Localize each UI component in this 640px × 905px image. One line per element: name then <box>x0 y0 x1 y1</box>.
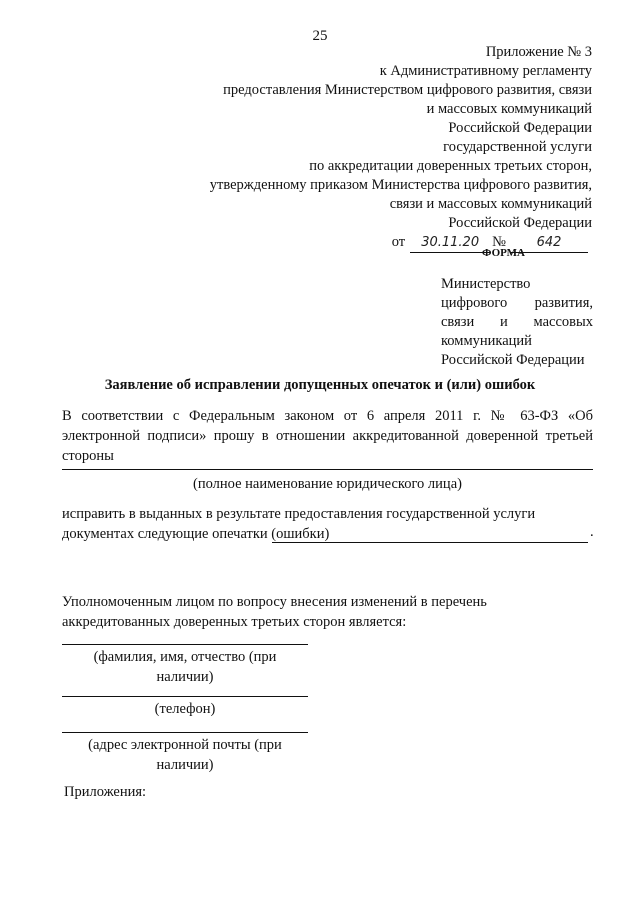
header-line: по аккредитации доверенных третьих сторон, <box>309 158 592 174</box>
approval-line <box>210 233 592 253</box>
fio-caption-line: (фамилия, имя, отчество (при <box>93 649 277 665</box>
approval-number-label: № <box>492 234 506 250</box>
header-line: утвержденному приказом Министерства цифрового развития, <box>209 177 592 193</box>
request-paragraph: В соответствии с Федеральным законом от 6 апреля 2011 г. № 63-ФЗ «Об электронной подписи» прошу в отношении аккредитованной доверенной третьей стороны <box>62 408 593 464</box>
correction-paragraph-line2 <box>62 524 593 544</box>
email-line <box>62 732 308 733</box>
paragraph-end-mark: . <box>590 524 594 540</box>
attachments-label: Приложения: <box>64 784 147 800</box>
header-line: и массовых коммуникаций <box>426 101 592 117</box>
addressee-line: Министерство <box>441 276 531 292</box>
header-line: Приложение № 3 <box>485 44 592 60</box>
fio-caption-line: наличии) <box>156 669 214 685</box>
addressee-line <box>441 313 593 332</box>
email-caption-line: (адрес электронной почты (при <box>88 737 282 753</box>
addressee-word: массовых <box>533 314 593 330</box>
legal-entity-caption: (полное наименование юридического лица) <box>193 476 462 492</box>
authorized-person-paragraph: Уполномоченным лицом по вопросу внесения изменений в перечень аккредитованных доверенных третьих сторон является: <box>62 594 487 630</box>
header-line: к Административному регламенту <box>379 63 592 79</box>
addressee-line: коммуникаций <box>441 333 532 349</box>
approval-prefix: от <box>391 234 406 250</box>
addressee-line <box>441 294 593 313</box>
addressee-word: связи <box>441 314 475 330</box>
legal-entity-line <box>62 469 593 470</box>
header-line: Российской Федерации <box>448 120 592 136</box>
addressee-word: цифрового <box>441 295 508 311</box>
header-line: Российской Федерации <box>448 215 592 231</box>
email-caption <box>62 735 308 775</box>
header-line: связи и массовых коммуникаций <box>389 196 592 212</box>
phone-line <box>62 696 308 697</box>
fio-line <box>62 644 308 645</box>
correction-paragraph-line1: исправить в выданных в результате предоставления государственной услуги <box>62 506 536 522</box>
addressee-word: развития, <box>534 295 593 311</box>
correction-lead: документах следующие опечатки (ошибки) <box>62 526 330 542</box>
appendix-header <box>210 43 592 253</box>
addressee-word: и <box>500 314 508 330</box>
errors-line <box>272 542 588 543</box>
header-line: государственной услуги <box>443 139 592 155</box>
addressee-line: Российской Федерации <box>441 352 585 368</box>
approval-date: 30.11.20 <box>421 235 480 250</box>
page-number: 25 <box>312 28 328 44</box>
form-label: ФОРМА <box>482 247 525 259</box>
addressee-block <box>441 275 593 370</box>
approval-number: 642 <box>536 235 562 250</box>
phone-caption: (телефон) <box>154 701 216 717</box>
email-caption-line: наличии) <box>156 757 214 773</box>
header-line: предоставления Министерством цифрового развития, связи <box>223 82 592 98</box>
fio-caption <box>62 647 308 687</box>
document-title: Заявление об исправлении допущенных опечаток и (или) ошибок <box>104 377 536 393</box>
